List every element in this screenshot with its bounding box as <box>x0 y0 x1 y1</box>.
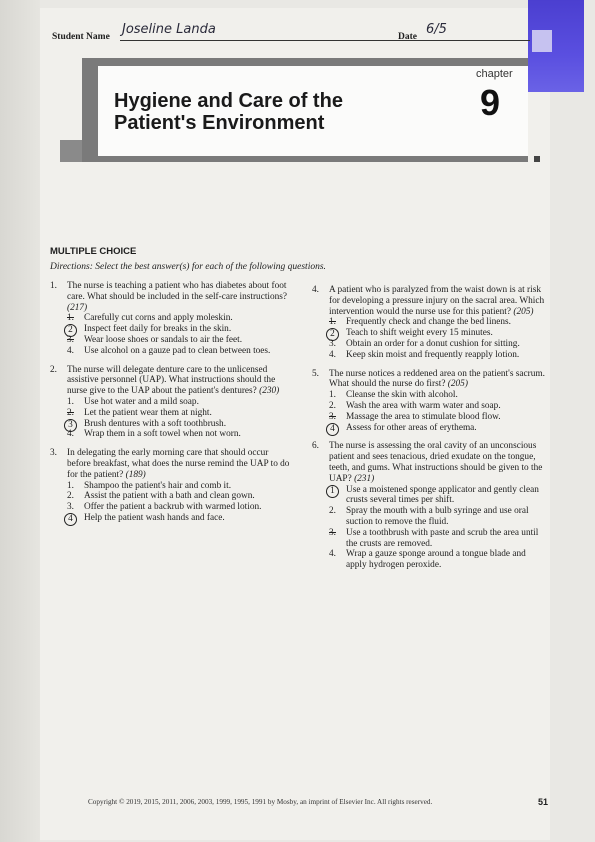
answer-option <box>67 502 290 513</box>
question-text: A patient who is paralyzed from the waist down is at risk for developing a pressure injury on the sacral area. Which intervention would the nurse use for this patient? <box>329 285 545 317</box>
student-name-line <box>120 40 442 41</box>
answer-option-number: 3. <box>329 527 336 538</box>
answer-option <box>67 481 290 492</box>
student-name-label: Student Name <box>52 32 110 42</box>
question-text: The nurse notices a reddened area on the patient's sacrum. What should the nurse do first? <box>329 368 545 390</box>
answer-option-number <box>329 485 339 498</box>
question-text: The nurse will delegate denture care to the unlicensed assistive personnel (UAP). What instructions should the nurse give to the UAP about the patient's dentures? <box>67 364 276 397</box>
question-text: In delegating the early morning care that should occur before breakfast, what does the nurse remind the UAP to do for the patient? <box>67 448 290 480</box>
answer-option <box>329 390 548 401</box>
chapter-number: 9 <box>480 82 501 123</box>
chapter-title-line-1: Hygiene and Care of the <box>114 90 343 112</box>
answer-option <box>67 429 290 440</box>
question-page-ref: (189) <box>125 469 146 480</box>
answer-options <box>67 397 290 440</box>
chapter-title-line-2: Patient's Environment <box>114 112 325 134</box>
answer-option-text: Frequently check and change the bed linens. <box>346 317 511 328</box>
question-page-ref: (205) <box>447 379 468 390</box>
answer-option <box>67 408 290 419</box>
chapter-color-tab <box>528 0 584 92</box>
answer-option <box>67 313 290 324</box>
question-text: The nurse is assessing the oral cavity of an unconscious patient and sees tenacious, dried exudate on the tongue, teeth, and gums. What instructions should be given to the UAP? <box>329 441 543 484</box>
answer-options <box>329 390 548 433</box>
date-value: 6/5 <box>426 22 447 37</box>
question-item <box>50 448 290 524</box>
chapter-label: chapter <box>476 68 513 80</box>
answer-option <box>329 350 548 361</box>
answer-option-number: 2. <box>67 491 74 502</box>
answer-option-number: 4. <box>67 345 74 356</box>
section-directions: Directions: Select the best answer(s) for each of the following questions. <box>50 262 326 272</box>
answer-option <box>329 328 548 339</box>
answer-option-number: 4. <box>329 549 336 560</box>
question-item <box>50 365 290 441</box>
answer-options <box>67 313 290 356</box>
question-page-ref: (217) <box>67 302 88 313</box>
answer-option <box>329 412 548 423</box>
answer-option-number: 4. <box>329 349 336 360</box>
answer-option-text: Use hot water and a mild soap. <box>84 396 199 407</box>
answer-option-text: Use a toothbrush with paste and scrub the area until the crusts are removed. <box>346 527 539 549</box>
circled-answer-number: 2 <box>64 324 77 337</box>
answer-option-text: Wear loose shoes or sandals to air the feet. <box>84 334 243 345</box>
circled-answer-number: 3 <box>64 419 77 432</box>
question-item <box>312 285 548 361</box>
question-stem <box>329 441 548 484</box>
question-page-ref: (231) <box>354 473 375 484</box>
page-number: 51 <box>538 797 549 807</box>
answer-option-text: Inspect feet daily for breaks in the skin. <box>84 324 232 335</box>
question-number: 3. <box>50 448 57 459</box>
answer-option <box>329 485 548 507</box>
question-stem <box>67 281 290 313</box>
student-info-row <box>52 22 530 44</box>
question-item <box>312 441 548 571</box>
question-item <box>50 281 290 357</box>
chapter-title <box>114 90 434 134</box>
answer-option-number: 1. <box>329 390 336 401</box>
questions-column-left <box>50 281 290 532</box>
answer-options <box>67 481 290 524</box>
question-number: 5. <box>312 368 319 379</box>
answer-option-text: Shampoo the patient's hair and comb it. <box>84 480 232 491</box>
answer-option-number: 4. <box>67 429 74 440</box>
answer-option <box>67 419 290 430</box>
answer-option-number <box>329 423 339 436</box>
answer-option <box>329 317 548 328</box>
answer-option-number <box>67 513 77 526</box>
circled-answer-number: 1 <box>326 485 339 498</box>
answer-option-text: Wash the area with warm water and soap. <box>346 400 501 411</box>
answer-option <box>329 339 548 350</box>
answer-option-text: Massage the area to stimulate blood flow. <box>346 411 501 422</box>
questions-column-right <box>312 285 548 579</box>
answer-option-text: Use a moistened sponge applicator and gently clean crusts several times per shift. <box>346 484 539 506</box>
date-line <box>424 40 530 41</box>
answer-option-text: Wrap a gauze sponge around a tongue blade and apply hydrogen peroxide. <box>346 549 526 571</box>
question-stem <box>67 365 290 397</box>
answer-option-number: 3. <box>329 411 336 422</box>
answer-option-number: 1. <box>67 313 74 324</box>
answer-option <box>67 513 290 524</box>
copyright-footer: Copyright © 2019, 2015, 2011, 2006, 2003, 1999, 1995, 1991 by Mosby, an imprint of Elsevier Inc. All rights reserved. <box>88 798 433 806</box>
answer-option-number: 3. <box>67 334 74 345</box>
tab-highlight <box>532 30 552 52</box>
answer-option-text: Spray the mouth with a bulb syringe and use oral suction to remove the fluid. <box>346 506 529 527</box>
question-number: 6. <box>312 441 319 452</box>
answer-option-text: Cleanse the skin with alcohol. <box>346 390 458 401</box>
header-square-mark <box>534 156 540 162</box>
answer-option-text: Assess for other areas of erythema. <box>346 422 477 433</box>
question-number: 2. <box>50 364 57 375</box>
answer-option-text: Wrap them in a soft towel when not worn. <box>84 429 241 440</box>
page-edge-shadow <box>0 0 40 842</box>
answer-option-number: 2. <box>67 407 74 418</box>
circled-answer-number: 4 <box>326 423 339 436</box>
answer-option-text: Keep skin moist and frequently reapply lotion. <box>346 349 520 360</box>
answer-option <box>67 324 290 335</box>
answer-option-text: Help the patient wash hands and face. <box>84 512 225 523</box>
circled-answer-number: 2 <box>326 328 339 341</box>
answer-option-number: 1. <box>67 396 74 407</box>
answer-option-text: Carefully cut corns and apply moleskin. <box>84 313 233 324</box>
answer-option-text: Offer the patient a backrub with warmed lotion. <box>84 502 262 513</box>
student-name-value: Joseline Landa <box>122 22 216 37</box>
answer-option-text: Teach to shift weight every 15 minutes. <box>346 328 493 339</box>
question-number: 1. <box>50 281 57 291</box>
question-stem <box>67 448 290 480</box>
answer-option <box>329 528 548 550</box>
answer-option-text: Obtain an order for a donut cushion for sitting. <box>346 338 520 349</box>
answer-option-text: Assist the patient with a bath and clean gown. <box>84 491 255 502</box>
answer-option <box>67 335 290 346</box>
answer-option <box>329 401 548 412</box>
answer-option-number: 3. <box>329 338 336 349</box>
answer-option-number: 2. <box>329 506 336 517</box>
answer-option <box>67 397 290 408</box>
date-label: Date <box>398 32 417 42</box>
answer-options <box>329 317 548 360</box>
answer-options <box>329 485 548 571</box>
question-text: The nurse is teaching a patient who has diabetes about foot care. What should be included in the self-care instructions? <box>67 281 288 302</box>
answer-option <box>329 423 548 434</box>
answer-option <box>329 506 548 528</box>
question-stem <box>329 369 548 391</box>
answer-option-number: 2. <box>329 400 336 411</box>
answer-option <box>67 491 290 502</box>
answer-option-number: 1. <box>67 480 74 491</box>
answer-option-text: Brush dentures with a soft toothbrush. <box>84 418 227 429</box>
question-stem <box>329 285 548 317</box>
circled-answer-number: 4 <box>64 513 77 526</box>
answer-option-text: Let the patient wear them at night. <box>84 407 212 418</box>
section-heading: MULTIPLE CHOICE <box>50 246 137 257</box>
question-item <box>312 369 548 434</box>
answer-option-number: 1. <box>329 317 336 328</box>
question-number: 4. <box>312 285 319 295</box>
question-page-ref: (205) <box>513 306 534 317</box>
answer-option <box>67 346 290 357</box>
answer-option-number: 3. <box>67 502 74 513</box>
answer-option-text: Use alcohol on a gauze pad to clean between toes. <box>84 345 271 356</box>
question-page-ref: (230) <box>259 386 280 397</box>
answer-option <box>329 549 548 571</box>
